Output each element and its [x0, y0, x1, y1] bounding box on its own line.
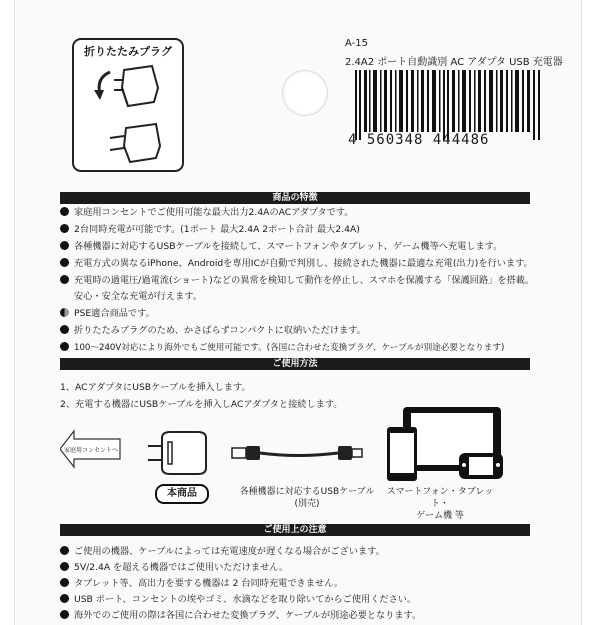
barcode-digits: 4 560348 444486: [348, 132, 490, 148]
folding-plug-icon: [74, 58, 182, 168]
feature-item: 100～240V対応により海外でもご使用可能です。(各国に合わせた変換プラグ、ケーブルが別途必要となります): [60, 342, 540, 354]
feature-item: PSE適合商品です。: [60, 308, 540, 319]
usb-cable-icon: [228, 440, 378, 470]
bullet-icon: [60, 610, 69, 619]
caution-item: ご使用の機器、ケーブルによっては充電速度が遅くなる場合がございます。: [60, 546, 540, 558]
outlet-label: 家庭用コンセントへ: [64, 447, 119, 454]
caution-item: USB ポート、コンセントの埃やゴミ、水滴などを取り除いてからご使用ください。: [60, 594, 540, 606]
cautions-title: ご使用上の注意: [60, 524, 530, 536]
pse-bullet-icon: [60, 308, 69, 317]
bullet-icon: [60, 594, 69, 603]
bullet-icon: [60, 546, 69, 555]
model-number: A-15: [345, 38, 368, 49]
ac-adapter-icon: [140, 428, 212, 478]
caution-item: 海外でのご使用の際は各国に合わせた変換プラグ、ケーブルが別途必要となります。: [60, 610, 540, 622]
feature-item: 充電方式の異なるiPhone、Androidを専用ICが自動で判別し、接続された機器に最適な充電(出力)を行います。: [60, 258, 540, 269]
usage-step-2: 2、充電する機器にUSBケーブルを挿入しACアダプタと接続します。: [60, 399, 343, 410]
feature-item: 折りたたみプラグのため、かさばらずコンパクトに収納いただけます。: [60, 325, 540, 336]
feature-item: 各種機器に対応するUSBケーブルを接続して、スマートフォンやタブレット、ゲーム機等へ充電します。: [60, 241, 540, 252]
folding-plug-box: [72, 38, 184, 172]
device-label: スマートフォン・タブレット・ ゲーム機 等: [386, 487, 494, 521]
feature-item: 充電時の過電圧/過電流(ショート)などの異常を検知して動作を停止し、スマホを保護する「保護回路」を搭載。: [60, 275, 540, 286]
folding-plug-label: 折りたたみプラグ: [84, 45, 172, 58]
bullet-icon: [60, 207, 69, 216]
caution-item: タブレット等、高出力を要する機器は 2 台同時充電できません。: [60, 578, 540, 590]
hang-hole: [282, 70, 328, 116]
bullet-icon: [60, 562, 69, 571]
bullet-icon: [60, 258, 69, 267]
feature-item-continued: 安心・安全な充電が行えます。: [74, 291, 202, 302]
product-name: 2.4A2 ポート自動識別 AC アダプタ USB 充電器: [345, 57, 563, 68]
bullet-icon: [60, 275, 69, 284]
bullet-icon: [60, 342, 69, 351]
devices-icon: [383, 405, 503, 485]
feature-item: 家庭用コンセントでご使用可能な最大出力2.4AのACアダプタです。: [60, 207, 540, 218]
bullet-icon: [60, 241, 69, 250]
bullet-icon: [60, 325, 69, 334]
bullet-icon: [60, 224, 69, 233]
bullet-icon: [60, 578, 69, 587]
usage-step-1: 1、ACアダプタにUSBケーブルを挿入します。: [60, 382, 251, 393]
feature-item: 2台同時充電が可能です。(1ポート 最大2.4A 2ポート合計 最大2.4A): [60, 224, 540, 235]
cable-label: 各種機器に対応するUSBケーブル (別売): [239, 487, 375, 509]
this-product-badge: 本商品: [155, 484, 209, 504]
usage-title: ご使用方法: [60, 358, 530, 370]
caution-item: 5V/2.4A を超える機器ではご使用いただけません。: [60, 562, 540, 574]
features-title: 商品の特徴: [60, 192, 530, 204]
barcode: [355, 70, 545, 140]
